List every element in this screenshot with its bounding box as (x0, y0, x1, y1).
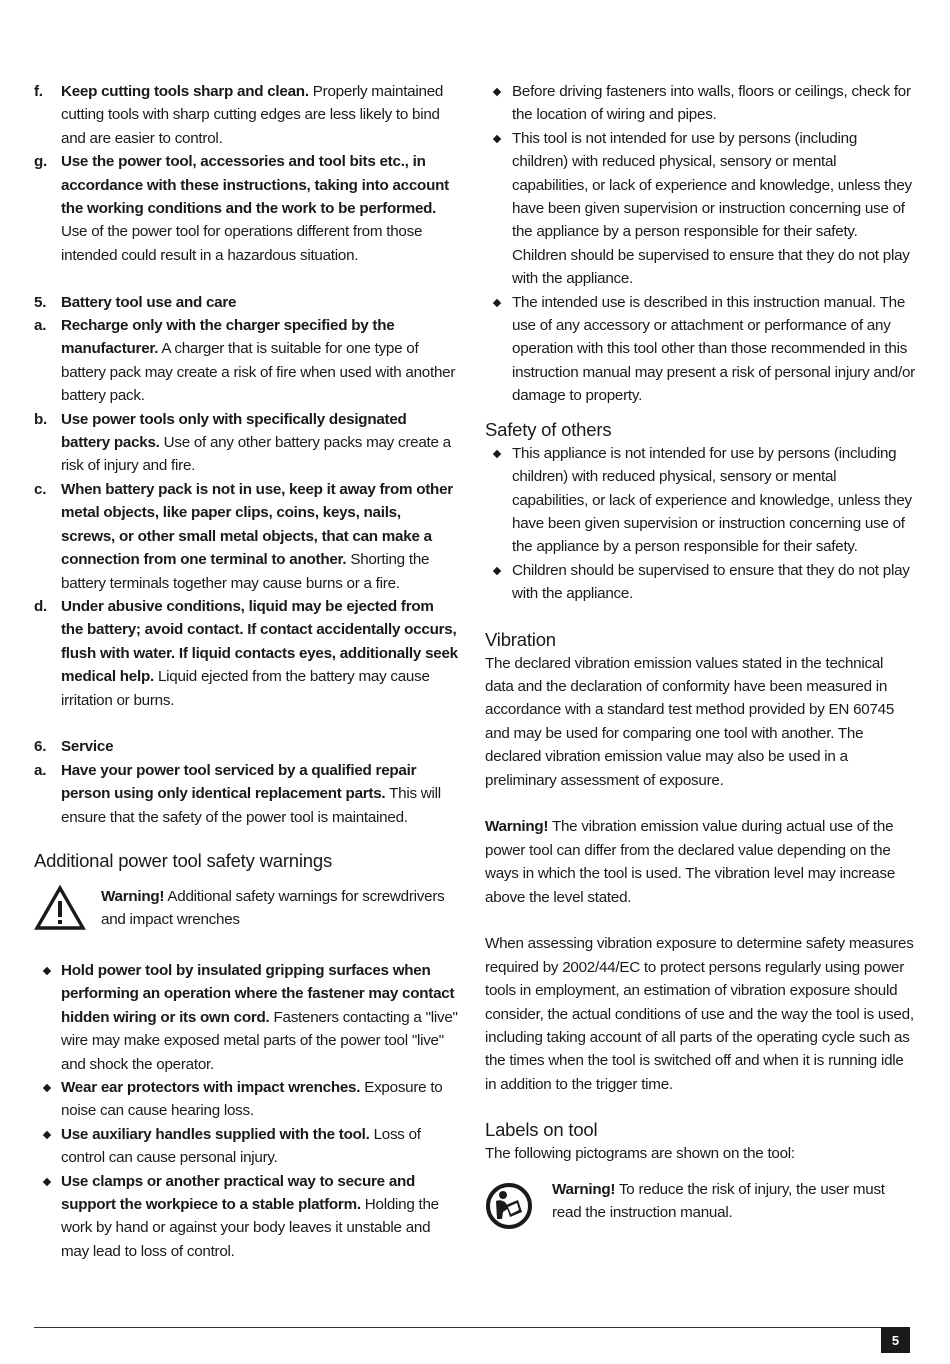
warning-label: Warning! (101, 887, 165, 905)
item-label: a. (34, 761, 47, 779)
item-text: Use of the power tool for operations different from those intended could result in a hazardous situation. (61, 223, 423, 264)
read-manual-icon (485, 1182, 533, 1230)
bullet-item (485, 127, 915, 291)
footer-divider (34, 1327, 910, 1328)
bullet-bold-text: Use auxiliary handles supplied with the tool. (61, 1125, 370, 1143)
section-heading-service (34, 735, 458, 758)
item-text: Shorting the battery terminals together may cause burns or a fire. (61, 551, 430, 592)
item-bold-text: When battery pack is not in use, keep it away from other metal objects, like paper clips, coins, keys, nails, screws, or other small metal objects, that can make a connection from one terminal to another. (61, 480, 453, 569)
item-label: c. (34, 480, 47, 498)
bullet-text: This appliance is not intended for use by persons (including children) with reduced physical, sensory or mental capabilities, or lack of experience and knowledge, unless they have been given supervision or instruction concerning use of the appliance by a person responsible for their safety. (512, 444, 912, 556)
item-label: b. (34, 410, 47, 428)
instruction-item-f (34, 80, 458, 150)
item-bold-text: Use the power tool, accessories and tool bits etc., in accordance with these instructions, taking into account the working conditions and the work to be performed. (61, 153, 449, 218)
item-label: a. (34, 317, 47, 335)
diamond-bullet-icon (43, 967, 51, 975)
diamond-bullet-icon (493, 298, 501, 306)
warning-text: Additional safety warnings for screwdrivers and impact wrenches (101, 887, 445, 929)
instruction-item-5a (34, 314, 458, 408)
pictogram-warning (485, 1178, 915, 1228)
warning-text: The vibration emission value during actual use of the power tool can differ from the declared value depending on the ways in which the tool is used. The vibration level may increase above the level stated. (485, 818, 896, 906)
labels-intro: The following pictograms are shown on the tool: (485, 1145, 795, 1163)
heading-additional-warnings: Additional power tool safety warnings (34, 849, 333, 871)
heading-vibration: Vibration (485, 628, 556, 650)
bullet-bold-text: Wear ear protectors with impact wrenches. (61, 1079, 361, 1096)
warning-box (34, 885, 458, 935)
bullet-text: This tool is not intended for use by persons (including children) with reduced physical, sensory or mental capabilities, or lack of experience and knowledge, unless they have been given supervision or instruction concerning use of the appliance by a person responsible for their safety. Children should be supervised to ensure that they do not play with the appliance. (512, 129, 912, 288)
bullet-text: Holding the work by hand or against your body leaves it unstable and may lead to loss of control. (61, 1196, 439, 1260)
diamond-bullet-icon (493, 449, 501, 457)
bullet-item (34, 1170, 458, 1264)
bullet-text: Children should be supervised to ensure that they do not play with the appliance. (512, 561, 910, 603)
section-number: 5. (34, 293, 47, 311)
item-text: A charger that is suitable for one type of battery pack may create a risk of fire when used with another battery pack. (61, 340, 456, 405)
diamond-bullet-icon (493, 88, 501, 96)
heading-safety-of-others: Safety of others (485, 418, 612, 440)
item-bold-text: Recharge only with the charger specified by the manufacturer. (61, 317, 395, 358)
vibration-warning (485, 815, 915, 909)
bullet-item (485, 291, 915, 408)
item-text: This will ensure that the safety of the power tool is maintained. (61, 785, 441, 826)
vibration-assessment-paragraph: When assessing vibration exposure to determine safety measures required by 2002/44/EC to protect persons regularly using power tools in employment, an estimation of vibration exposure should consider, the actual conditions of use and the way the tool is used, including taking account of all parts of the operating cycle such as the times when the tool is switched off and when it is running idle in addition to the trigger time. (485, 935, 914, 1093)
item-bold-text: Use power tools only with specifically designated battery packs. (61, 410, 407, 452)
diamond-bullet-icon (493, 135, 501, 143)
diamond-bullet-icon (43, 1177, 51, 1185)
warning-label: Warning! (485, 818, 549, 836)
left-column (34, 80, 458, 1263)
bullet-text: Loss of control can cause personal injury. (61, 1125, 421, 1167)
item-bold-text: Keep cutting tools sharp and clean. (61, 83, 309, 100)
item-text: Liquid ejected from the battery may cause irritation or burns. (61, 668, 430, 709)
bullet-item (34, 1076, 458, 1123)
section-heading-battery (34, 291, 458, 314)
section-number: 6. (34, 738, 47, 756)
item-text: Properly maintained cutting tools with sharp cutting edges are less likely to bind and are easier to control. (61, 83, 444, 147)
section-title: Service (61, 738, 114, 756)
bullet-item (485, 559, 915, 606)
bullet-bold-text: Use clamps or another practical way to secure and support the workpiece to a stable platform. (61, 1172, 416, 1214)
warning-triangle-icon (34, 885, 86, 931)
right-column (485, 80, 915, 1228)
bullet-item (485, 80, 915, 127)
item-label: g. (34, 153, 47, 171)
bullet-item (485, 442, 915, 559)
heading-labels-on-tool: Labels on tool (485, 1119, 598, 1141)
item-bold-text: Under abusive conditions, liquid may be ejected from the battery; avoid contact. If contact accidentally occurs, flush with water. If liquid contacts eyes, additionally seek medical help. (61, 597, 458, 686)
vibration-paragraph: The declared vibration emission values stated in the technical data and the declaration of conformity have been measured in accordance with a standard test method provided by EN 60745 and may be used for comparing one tool with another. The declared vibration emission value may also be used in a preliminary assessment of exposure. (485, 654, 895, 789)
instruction-item-6a (34, 759, 458, 829)
bullet-item (34, 959, 458, 1076)
instruction-item-g (34, 150, 458, 267)
bullet-text: Fasteners contacting a "live" wire may make exposed metal parts of the power tool "live" and shock the operator. (61, 1008, 458, 1073)
bullet-text: Exposure to noise can cause hearing loss. (61, 1079, 443, 1120)
item-label: f. (34, 83, 43, 100)
warning-label: Warning! (552, 1180, 616, 1198)
bullet-bold-text: Hold power tool by insulated gripping surfaces when performing an operation where the fastener may contact hidden wiring or its own cord. (61, 961, 455, 1026)
warning-text: To reduce the risk of injury, the user must read the instruction manual. (552, 1180, 885, 1222)
diamond-bullet-icon (493, 566, 501, 574)
item-label: d. (34, 597, 47, 615)
item-text: Use of any other battery packs may create a risk of injury and fire. (61, 434, 451, 475)
page-number: 5 (881, 1327, 910, 1353)
diamond-bullet-icon (43, 1131, 51, 1139)
instruction-item-5b (34, 408, 458, 478)
bullet-text: The intended use is described in this instruction manual. The use of any accessory or attachment or performance of any operation with this tool other than those recommended in this instruction manual may present a risk of personal injury and/or damage to property. (512, 293, 915, 405)
diamond-bullet-icon (43, 1084, 51, 1092)
instruction-item-5d (34, 595, 458, 712)
bullet-text: Before driving fasteners into walls, floors or ceilings, check for the location of wiring and pipes. (512, 83, 911, 124)
instruction-item-5c (34, 478, 458, 595)
section-title: Battery tool use and care (61, 293, 237, 311)
item-bold-text: Have your power tool serviced by a qualified repair person using only identical replacement parts. (61, 761, 417, 803)
bullet-item (34, 1123, 458, 1170)
